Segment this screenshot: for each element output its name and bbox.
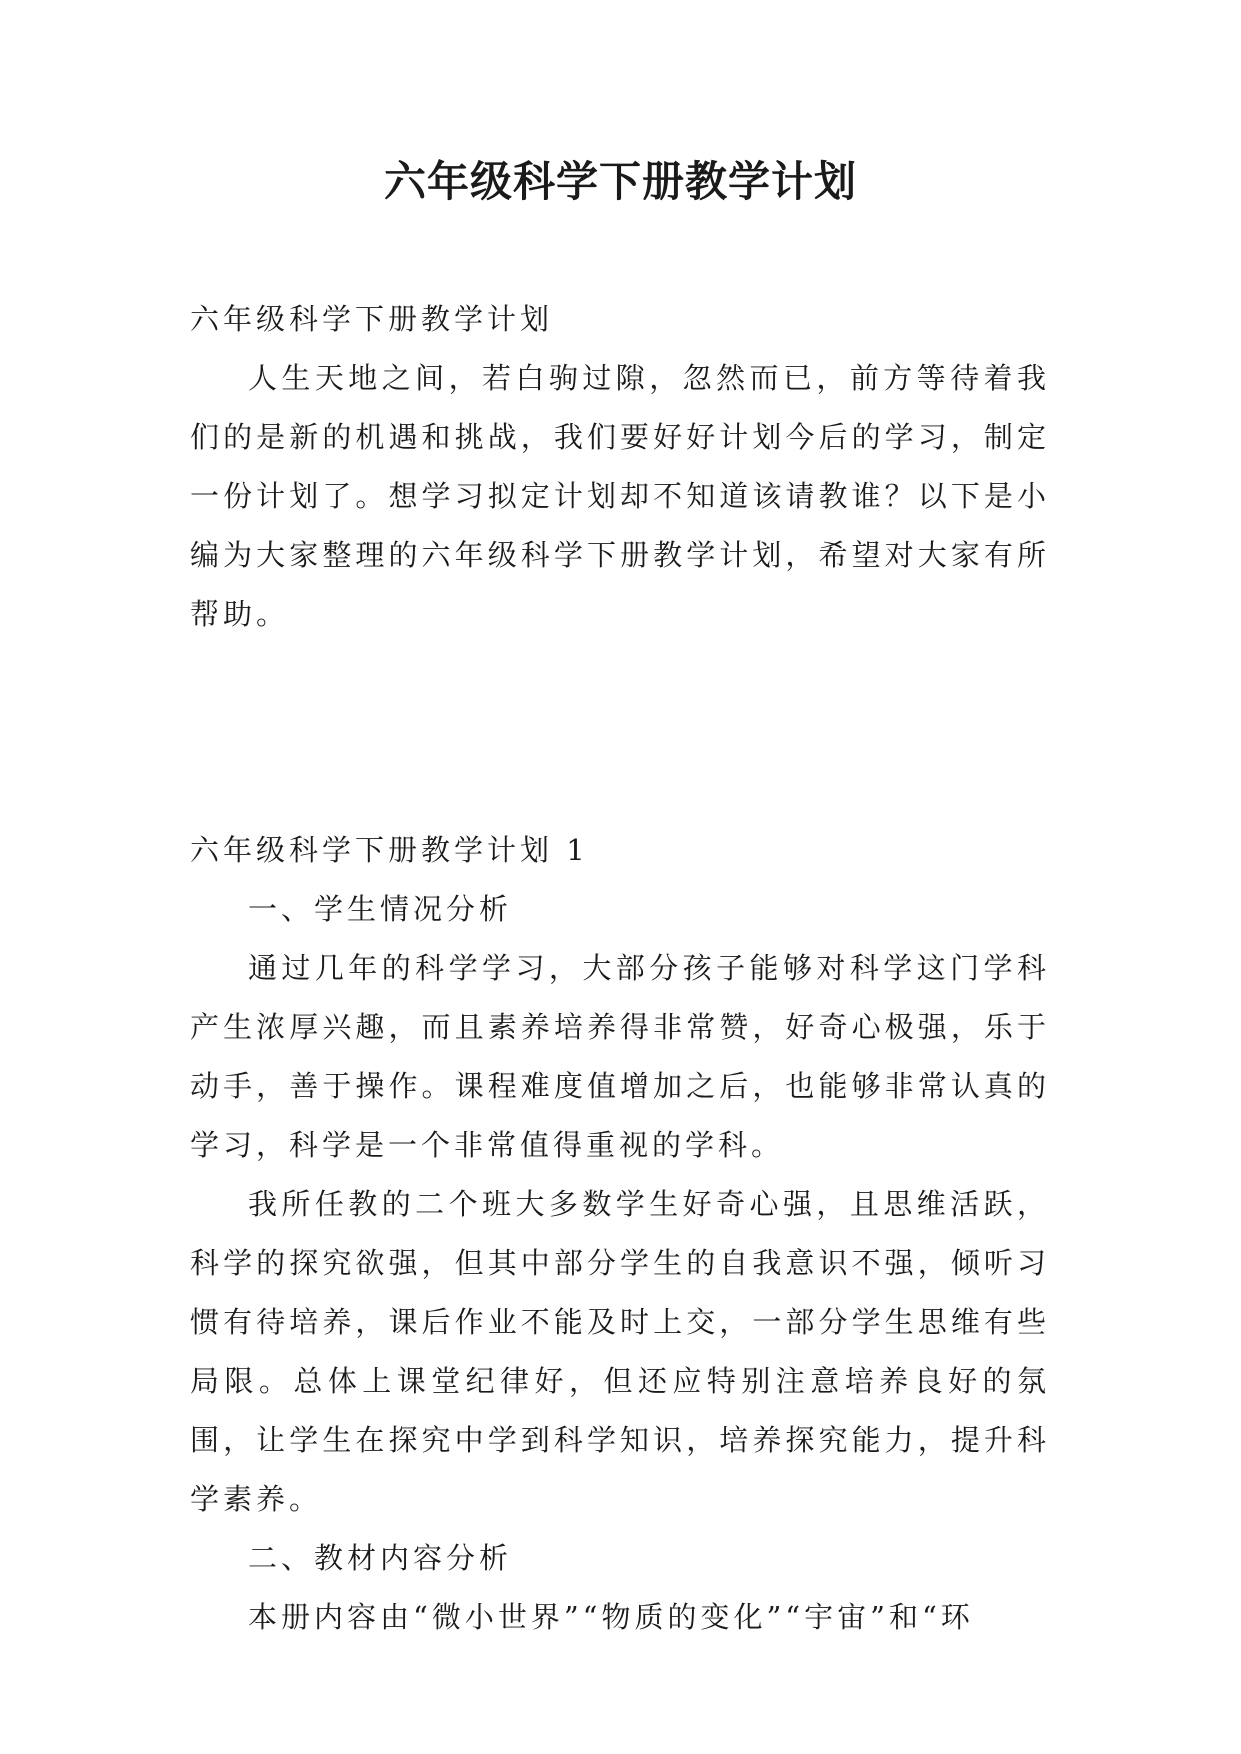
subheading-textbook-analysis: 二、教材内容分析: [248, 1541, 513, 1575]
document-body: [190, 290, 1050, 1647]
paragraph-student-interest: 通过几年的科学学习，大部分孩子能够对科学这门学科产生浓厚兴趣，而且素养培养得非常赞，好奇心极强，乐于动手，善于操作。课程难度值增加之后，也能够非常认真的学习，科学是一个非常值得重视的学科。: [190, 951, 1050, 1162]
intro-paragraph: 人生天地之间，若白驹过隙，忽然而已，前方等待着我们的是新的机遇和挑战，我们要好好计划今后的学习，制定一份计划了。想学习拟定计划却不知道该请教谁？以下是小编为大家整理的六年级科学下册教学计划，希望对大家有所帮助。: [190, 361, 1050, 631]
subheading-student-analysis: 一、学生情况分析: [248, 892, 513, 926]
paragraph-textbook-content: 本册内容由“微小世界”“物质的变化”“宇宙”和“环: [248, 1600, 974, 1634]
document-title: 六年级科学下册教学计划: [383, 157, 857, 206]
intro-heading: 六年级科学下册教学计划: [190, 302, 554, 336]
section-spacer: [190, 644, 1050, 821]
paragraph-class-situation: 我所任教的二个班大多数学生好奇心强，且思维活跃，科学的探究欲强，但其中部分学生的自我意识不强，倾听习惯有待培养，课后作业不能及时上交，一部分学生思维有些局限。总体上课堂纪律好，但还应特别注意培养良好的氛围，让学生在探究中学到科学知识，培养探究能力，提升科学素养。: [190, 1187, 1050, 1516]
section-heading: 六年级科学下册教学计划 1: [190, 833, 589, 867]
